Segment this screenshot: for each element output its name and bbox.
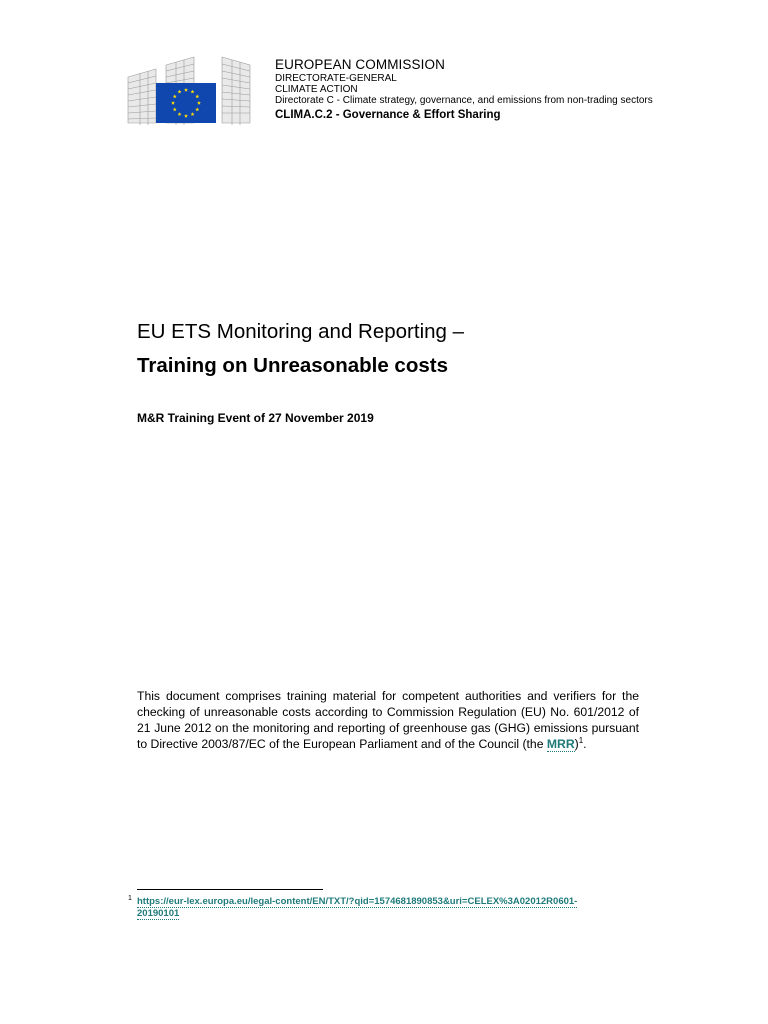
organization-name: EUROPEAN COMMISSION xyxy=(275,57,445,72)
intro-text: This document comprises training material for competent authorities and verifiers for the checking of unreasonable costs according to Commission Regulation (EU) No. 601/2012 of 21 June 2012 on the monitoring and reporting of greenhouse gas (GHG) emissions pursuant to Directive 2003/87/EC of the European Parliament and of the Council (the xyxy=(137,689,639,751)
unit-name: CLIMA.C.2 - Governance & Effort Sharing xyxy=(275,109,501,121)
directorate-general-label: DIRECTORATE-GENERAL xyxy=(275,73,397,84)
footnote: 1 https://eur-lex.europa.eu/legal-content/EN/TXT/?qid=1574681890853&uri=CELEX%3A02012R0601- 20190101 xyxy=(128,894,578,919)
letterhead xyxy=(275,58,653,122)
footnote-url-link[interactable]: https://eur-lex.europa.eu/legal-content/EN/TXT/?qid=1574681890853&uri=CELEX%3A02012R0601- xyxy=(137,896,578,907)
footnote-reference[interactable]: 1 xyxy=(578,735,584,745)
directorate-name: Directorate C - Climate strategy, governance, and emissions from non-trading sectors xyxy=(275,95,653,106)
directorate-general-name: CLIMATE ACTION xyxy=(275,84,358,95)
footnote-separator xyxy=(137,889,323,890)
european-commission-logo xyxy=(126,55,262,125)
document-subtitle: Training on Unreasonable costs xyxy=(137,354,448,377)
intro-close-paren: ) xyxy=(574,737,579,751)
event-line: M&R Training Event of 27 November 2019 xyxy=(137,411,374,425)
document-title: EU ETS Monitoring and Reporting – xyxy=(137,320,465,343)
footnote-url-link-continued[interactable]: 20190101 xyxy=(137,908,180,919)
intro-end: . xyxy=(583,737,587,751)
mrr-abbreviation-link[interactable]: MRR xyxy=(546,737,575,751)
intro-paragraph xyxy=(137,688,639,752)
